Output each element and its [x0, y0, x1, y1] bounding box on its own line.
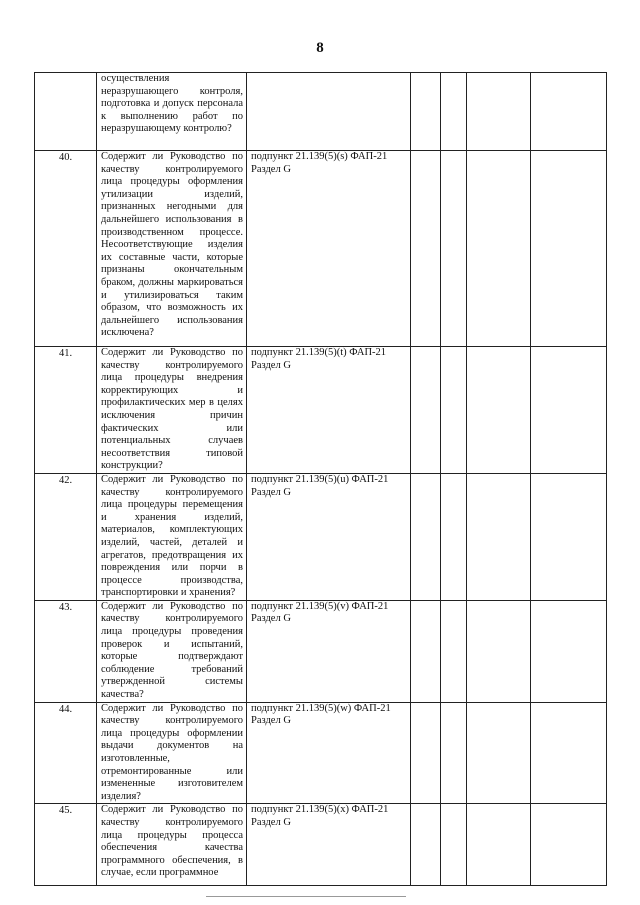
- reference-cell: [247, 73, 411, 151]
- answer-na-cell: [467, 702, 531, 804]
- table-row: [35, 600, 607, 702]
- page-bottom-rule: [206, 896, 406, 897]
- question-text: Содержит ли Руководство по качеству контролируемого лица процедуры оформлении выдачи документов на изготовленные, отремонтированные или измененные изготовителем изделия?: [101, 702, 243, 802]
- answer-no-cell: [441, 600, 467, 702]
- reference-line: подпункт 21.139(5)(u) ФАП-21: [251, 473, 389, 485]
- answer-no-cell: [441, 473, 467, 600]
- answer-na-cell: [467, 473, 531, 600]
- row-number: 40.: [58, 152, 73, 163]
- answer-yes-cell: [411, 702, 441, 804]
- row-number: 45.: [58, 805, 73, 817]
- reference-section: Раздел G: [251, 163, 291, 175]
- remarks-cell: [531, 600, 607, 702]
- table-row: [35, 73, 607, 151]
- answer-na-cell: [467, 73, 531, 151]
- question-text: осуществления неразрушающего контроля, подготовка и допуск персонала к выполнению работ по неразрушающему контролю?: [101, 73, 243, 135]
- reference-section: Раздел G: [251, 816, 291, 828]
- reference-cell: [247, 702, 411, 804]
- answer-na-cell: [467, 347, 531, 474]
- reference-section: Раздел G: [251, 715, 291, 727]
- reference-cell: [247, 473, 411, 600]
- question-cell: [97, 347, 247, 474]
- answer-no-cell: [441, 151, 467, 347]
- reference-line: подпункт 21.139(5)(t) ФАП-21: [251, 347, 387, 358]
- row-number: 41.: [58, 348, 73, 359]
- table-row: [35, 473, 607, 600]
- reference-line: подпункт 21.139(5)(x) ФАП-21: [251, 804, 389, 816]
- remarks-cell: [531, 347, 607, 474]
- question-cell: [97, 73, 247, 151]
- row-number-cell: [35, 702, 97, 804]
- reference-cell: [247, 600, 411, 702]
- reference-section: Раздел G: [251, 613, 291, 625]
- row-number-cell: [35, 600, 97, 702]
- answer-na-cell: [467, 804, 531, 886]
- row-number: 44.: [58, 703, 73, 715]
- answer-yes-cell: [411, 600, 441, 702]
- question-text: Содержит ли Руководство по качеству контролируемого лица процедуры проведения проверок и испытаний, которые подтверждают соблюдение требований утвержденной системы качества?: [101, 600, 243, 701]
- reference-cell: [247, 347, 411, 474]
- question-cell: [97, 804, 247, 886]
- remarks-cell: [531, 151, 607, 347]
- question-text: Содержит ли Руководство по качеству контролируемого лица процедуры процесса обеспечения качества программного обеспечения, в случае, если программное: [101, 804, 243, 879]
- answer-no-cell: [441, 804, 467, 886]
- answer-yes-cell: [411, 73, 441, 151]
- answer-no-cell: [441, 73, 467, 151]
- reference-section: Раздел G: [251, 359, 291, 371]
- reference-line: подпункт 21.139(5)(w) ФАП-21: [251, 702, 391, 714]
- row-number-cell: [35, 151, 97, 347]
- question-cell: [97, 151, 247, 347]
- remarks-cell: [531, 804, 607, 886]
- answer-na-cell: [467, 600, 531, 702]
- question-cell: [97, 702, 247, 804]
- remarks-cell: [531, 702, 607, 804]
- answer-yes-cell: [411, 151, 441, 347]
- question-cell: [97, 473, 247, 600]
- row-number: 42.: [58, 474, 73, 486]
- table-row: [35, 702, 607, 804]
- row-number: 43.: [58, 601, 73, 613]
- question-text: Содержит ли Руководство по качеству контролируемого лица процедуры перемещения и хранения изделий, материалов, комплектующих изделий, частей, деталей и агрегатов, предотвращения их повреждения или порчи в процессе производства, транспортировки и хранения?: [101, 473, 243, 599]
- question-cell: [97, 600, 247, 702]
- page-number: 8: [316, 40, 324, 56]
- answer-no-cell: [441, 702, 467, 804]
- reference-line: подпункт 21.139(5)(s) ФАП-21: [251, 151, 388, 162]
- reference-cell: [247, 804, 411, 886]
- checklist-table: [34, 72, 607, 886]
- answer-yes-cell: [411, 804, 441, 886]
- row-number-cell: [35, 473, 97, 600]
- table-row: [35, 804, 607, 886]
- reference-line: подпункт 21.139(5)(v) ФАП-21: [251, 600, 389, 612]
- table-row: [35, 347, 607, 474]
- question-text: Содержит ли Руководство по качеству контролируемого лица процедуры оформления утилизации изделий, признанных негодными для дальнейшего использования в производственном процессе. Несоответствующие изделия их составные части, которые признаны окончательным браком, должны маркироваться и утилизироваться таким образом, что возможность их дальнейшего использования исключена?: [101, 151, 243, 339]
- row-number-cell: [35, 73, 97, 151]
- row-number-cell: [35, 804, 97, 886]
- reference-section: Раздел G: [251, 486, 291, 498]
- answer-yes-cell: [411, 347, 441, 474]
- reference-cell: [247, 151, 411, 347]
- table-row: [35, 151, 607, 347]
- remarks-cell: [531, 473, 607, 600]
- row-number-cell: [35, 347, 97, 474]
- answer-na-cell: [467, 151, 531, 347]
- answer-yes-cell: [411, 473, 441, 600]
- answer-no-cell: [441, 347, 467, 474]
- question-text: Содержит ли Руководство по качеству контролируемого лица процедуры внедрения корректирующих и профилактических мер в целях исключения причин фактических или потенциальных случаев несоответствия типовой конструкции?: [101, 347, 243, 472]
- remarks-cell: [531, 73, 607, 151]
